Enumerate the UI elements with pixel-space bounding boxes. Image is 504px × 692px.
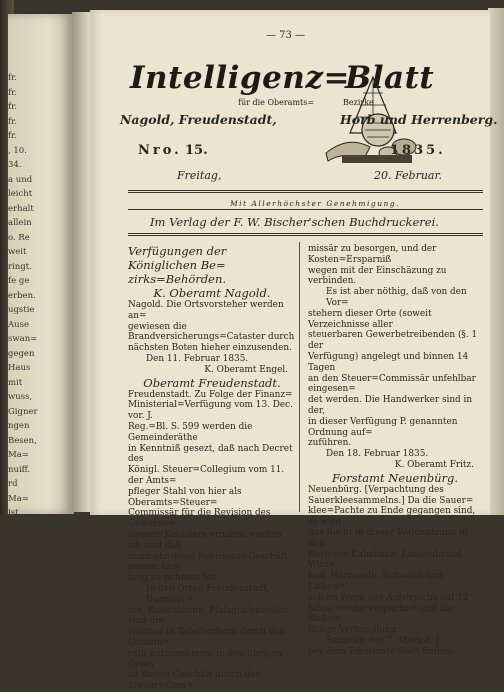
article-line: pfleger Stahl von hier als Oberamts=Steuer= bbox=[128, 486, 242, 508]
left-page-text-fragment: ringt. bbox=[8, 261, 32, 272]
left-page-text-fragment: ist bbox=[8, 508, 19, 518]
left-page-text-fragment: erhalt bbox=[8, 203, 34, 214]
left-page-text-fragment: rd bbox=[8, 479, 18, 489]
left-page-text-fragment: leicht bbox=[8, 189, 33, 199]
article-line: das Recht in dieser Waldnutzung in den bbox=[308, 527, 468, 549]
article-line: fällige Verhandlung bbox=[308, 625, 397, 636]
left-page-text-fragment: swan= bbox=[8, 334, 38, 344]
article-heading: Verfügungen der Königlichen Be= bbox=[128, 244, 227, 272]
left-page-text-fragment: ngen bbox=[8, 421, 30, 431]
left-page-fragment bbox=[8, 14, 74, 518]
article-line: bad, Herrenalb, Schwann und Lieben= bbox=[308, 571, 444, 592]
article-line: In den Orten Freudenstadt, Dornstet= bbox=[146, 583, 270, 605]
subtitle-bezirke: Bezirke bbox=[343, 98, 374, 107]
article-heading: zirks=Behörden. bbox=[128, 272, 227, 286]
towns-right: Horb und Herrenberg. bbox=[340, 112, 498, 127]
masthead-title-right: Blatt bbox=[345, 60, 435, 96]
left-page-text-fragment: Ma= bbox=[8, 493, 29, 504]
page-edges bbox=[488, 8, 504, 515]
article-line: wegen mit der Einschäzung zu verbinden. bbox=[308, 265, 447, 287]
article-line: Nagold. Die Ortsvorsteher werden an= bbox=[128, 300, 284, 321]
article-line: det werden. Die Handwerker sind in der, bbox=[308, 395, 473, 416]
header-rule-middle bbox=[128, 209, 483, 210]
issue-label: Nro. bbox=[138, 143, 182, 158]
article-line: an den Steuer=Commissär unfehlbar eingesen= bbox=[308, 373, 476, 395]
header-rule-top bbox=[128, 190, 483, 193]
article-line: gewiesen die Brandversicherungs=Cataster durch bbox=[128, 321, 295, 343]
left-page-text-fragment: ugstie bbox=[8, 305, 35, 315]
header-rule-bottom bbox=[128, 233, 483, 236]
issue-weekday: Freitag, bbox=[177, 169, 222, 182]
newspaper-page bbox=[90, 10, 498, 692]
left-page-text-fragment: Haus bbox=[8, 363, 31, 373]
article-line: Freudenstadt. Zu Folge der Finanz= bbox=[128, 389, 293, 400]
article-line: Den 18. Februar 1835. bbox=[326, 449, 429, 460]
subtitle-fuer: für die Oberamts= bbox=[238, 98, 315, 107]
article-line: bey dem Forstamte Statt finden. bbox=[308, 646, 454, 657]
article-line: nunmehr diese Revisions=Geschäft seinen An= bbox=[128, 551, 288, 573]
left-column bbox=[128, 244, 296, 692]
left-page-text-fragment: erben. bbox=[8, 290, 36, 301]
article-line: fang zu nehmen hat. bbox=[128, 573, 221, 584]
left-page-text-fragment: gegen bbox=[8, 348, 35, 359]
article-line: Samstag den 7. Merz d. J. bbox=[326, 635, 442, 646]
article-line: Neuenbürg. [Verpachtung des bbox=[308, 484, 444, 495]
left-page-text-fragment: o. Re bbox=[8, 232, 30, 243]
page-gutter bbox=[72, 12, 92, 512]
left-page-text-fragment: 34. bbox=[8, 160, 22, 170]
left-page-text-fragment: allein bbox=[8, 218, 32, 228]
article-heading: Oberamt Freudenstadt. bbox=[143, 375, 281, 390]
article-line: Sauerkleesammelns.] Da die Sauer= bbox=[308, 495, 474, 506]
left-page-text-fragment: fe ge bbox=[8, 276, 30, 286]
right-column bbox=[308, 244, 482, 657]
article-line: klee=Pachte zu Ende gegangen sind, so wird bbox=[308, 506, 476, 528]
left-page-text-fragment: a und bbox=[8, 174, 33, 185]
left-page-text-fragment: Besen, bbox=[8, 435, 37, 446]
left-page-text-fragment: fr. bbox=[8, 87, 17, 98]
issue-date: 20. Februar. bbox=[374, 169, 443, 182]
article-line: ten, Baiersbronn, Pfalzgrafenweiler sind die bbox=[128, 605, 289, 627]
article-line: Königl. Steuer=Collegium vom 11. der Amts= bbox=[128, 465, 285, 486]
article-line: Den 11. Februar 1835. bbox=[146, 353, 249, 364]
left-page-text-fragment: wuss, bbox=[8, 392, 33, 402]
left-page-text-fragment: weit bbox=[8, 247, 27, 257]
article-line: steuerbaren Gewerbetreibenden (§. 1 der bbox=[308, 330, 478, 352]
article-line: missär zu besorgen, und der Kosten=Ersparniß bbox=[308, 244, 437, 265]
column-divider bbox=[299, 242, 300, 512]
issue-year: 1835. bbox=[390, 143, 446, 158]
left-page-text-fragment: fr. bbox=[8, 73, 17, 83]
article-line: steuer=Katasters ernannt worden ist; und daß bbox=[128, 529, 282, 551]
left-page-text-fragment: Ma= bbox=[8, 450, 29, 460]
article-line: in Kenntniß gesezt, daß nach Decret des bbox=[128, 443, 293, 465]
article-line: K. Oberamt Fritz. bbox=[394, 459, 474, 470]
left-page-text-fragment: nuiff. bbox=[8, 464, 31, 475]
towns-left: Nagold, Freudenstadt, bbox=[120, 112, 277, 127]
article-line: nächsten Boten hieher einzusenden. bbox=[128, 343, 292, 354]
article-line: Commissär für die Revision des Gewerbe= bbox=[128, 508, 271, 530]
left-page-text-fragment: mit bbox=[8, 377, 23, 388]
article-line: ist dieses Geschäft durch den Steuer=Com= bbox=[128, 670, 262, 692]
issue-number: 15. bbox=[185, 143, 208, 158]
article-line: K. Oberamt Engel. bbox=[204, 364, 288, 375]
article-line: zuführen. bbox=[308, 438, 352, 449]
approval-line: Mit Allerhöchster Genehmigung. bbox=[230, 199, 401, 208]
left-page-text-fragment: fr. bbox=[8, 131, 17, 141]
left-page-text-fragment: fr. bbox=[8, 116, 17, 127]
left-page-text-fragment: , 10. bbox=[8, 145, 27, 156]
article-line: Revieren Kalmbach, Langenbrand, Wild= bbox=[308, 549, 465, 571]
masthead-title-left: Intelligenz= bbox=[130, 60, 350, 96]
article-line: stehern dieser Orte (soweit Verzeichnisse aller bbox=[308, 308, 432, 330]
left-page-text-fragment: Gigner bbox=[8, 406, 38, 417]
article-line: Verfügung) angelegt und binnen 14 Tagen bbox=[308, 351, 469, 373]
page-number: — 73 — bbox=[266, 30, 306, 41]
left-page-text-fragment: Ause bbox=[8, 319, 30, 330]
article-line: zell im Wege des Aufstreichs auf 12 bbox=[308, 592, 469, 603]
article-line: Reg.=Bl. S. 599 werden die Gemeinderäthe bbox=[128, 421, 253, 443]
article-line: rath aufzunehmen; in den übrigen Orten bbox=[128, 648, 283, 670]
article-heading: K. Oberamt Nagold. bbox=[153, 286, 271, 300]
article-heading: Forstamt Neuenbürg. bbox=[331, 470, 459, 485]
article-line: Jahre wieder verpachtet und die dießs= bbox=[308, 603, 454, 625]
article-line: Notizen in Tabellenform durch den Gemein= bbox=[128, 627, 286, 648]
article-line: Es ist aber nöthig, daß von den Vor= bbox=[326, 287, 467, 308]
publisher-line: Im Verlag der F. W. Bischer'schen Buchdruckerei. bbox=[150, 215, 439, 229]
left-page-text-fragment: fr. bbox=[8, 102, 17, 112]
article-line: Ministerial=Verfügung vom 13. Dec. vor. J. bbox=[128, 400, 293, 422]
article-line: in dieser Verfügung P. genannten Ordnung auf= bbox=[308, 416, 458, 438]
